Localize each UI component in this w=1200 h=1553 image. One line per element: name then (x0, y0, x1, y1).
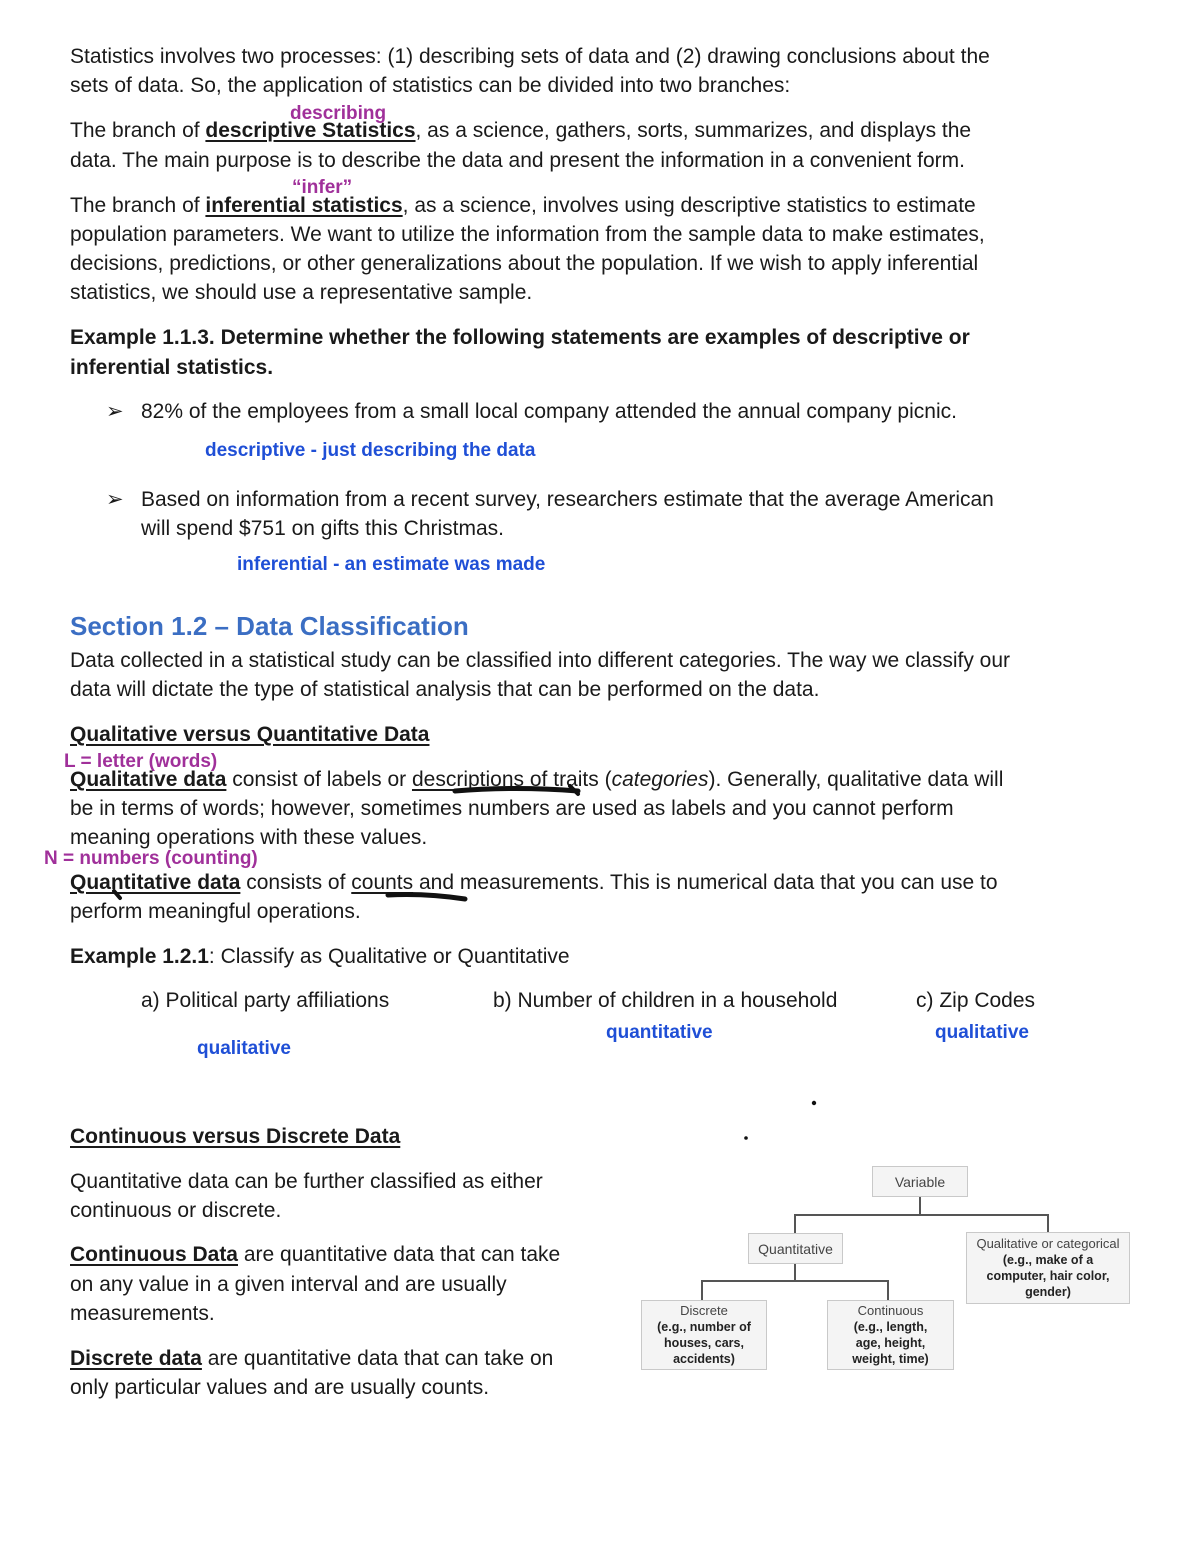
example-121-line (70, 942, 570, 971)
descriptive-line-2: data. The main purpose is to describe the data and present the information in a convenient form. (70, 149, 965, 172)
node-qualitative-title: Qualitative or categorical (976, 1236, 1120, 1251)
qualitative-text-a: consist of labels or (226, 768, 412, 791)
connector (701, 1280, 889, 1282)
qualitative-term: Qualitative data (70, 768, 227, 791)
example-113-item-1: 82% of the employees from a small local company attended the annual company picnic. (141, 400, 957, 423)
node-variable-label: Variable (894, 1173, 946, 1190)
cont-disc-intro-1: Quantitative data can be further classified as either (70, 1170, 543, 1193)
qualitative-line-3: meaning operations with these values. (70, 826, 428, 849)
node-qualitative (966, 1232, 1130, 1304)
node-discrete (641, 1300, 767, 1370)
qualitative-text-c: of traits ( (524, 768, 612, 791)
node-continuous (827, 1300, 954, 1370)
categories-word: categories (611, 768, 709, 791)
example-113-item-2-line-1: Based on information from a recent survey, researchers estimate that the average American (141, 488, 994, 511)
quantitative-term: Quantitative data (70, 871, 241, 894)
discrete-line-1 (70, 1344, 553, 1373)
node-variable (872, 1166, 968, 1197)
inferential-term: inferential statistics (205, 194, 403, 217)
connector (794, 1214, 1048, 1216)
inferential-pre: The branch of (70, 194, 206, 217)
node-discrete-sub: (e.g., number of houses, cars, accidents) (657, 1320, 751, 1366)
continuous-text-a: are quantitative data that can take (238, 1243, 561, 1266)
inferential-line-2: population parameters. We want to utilize the information from the sample data to make estimates, (70, 223, 985, 246)
example-113-line-1: Example 1.1.3. Determine whether the following statements are examples of descriptive or (70, 326, 970, 349)
node-continuous-sub: (e.g., length, age, height, weight, time) (852, 1320, 929, 1366)
qualitative-line-2: be in terms of words; however, sometimes numbers are used as labels and you cannot perform (70, 797, 954, 820)
counts-word: counts (351, 871, 414, 894)
answer-inferential: inferential - an estimate was made (237, 554, 546, 575)
cont-disc-heading: Continuous versus Discrete Data (70, 1125, 401, 1148)
intro-line-2: sets of data. So, the application of statistics can be divided into two branches: (70, 74, 791, 97)
connector (887, 1280, 889, 1300)
connector (794, 1214, 796, 1234)
node-discrete-title: Discrete (680, 1303, 728, 1318)
section-line-2: data will dictate the type of statistical analysis that can be performed on the data. (70, 678, 820, 701)
node-quantitative (748, 1233, 843, 1264)
annotation-letter: L = letter (words) (64, 751, 218, 772)
continuous-term: Continuous Data (70, 1243, 238, 1266)
continuous-line-1 (70, 1240, 560, 1269)
answer-c: qualitative (935, 1022, 1029, 1043)
descriptive-term: descriptive Statistics (205, 119, 416, 142)
example-121-label: Example 1.2.1 (70, 945, 209, 968)
inferential-line-3: decisions, predictions, or other generalizations about the population. If we wish to apply inferential (70, 252, 979, 275)
continuous-line-3: measurements. (70, 1302, 215, 1325)
qual-quant-heading: Qualitative versus Quantitative Data (70, 723, 430, 746)
connector (794, 1264, 796, 1281)
descriptive-post: , as a science, gathers, sorts, summarizes, and displays the (415, 119, 972, 142)
discrete-term: Discrete data (70, 1347, 202, 1370)
annotation-describing: describing (290, 103, 387, 124)
descriptions-word: descriptions (411, 768, 525, 791)
bullet-arrow-icon: ➢ (106, 400, 124, 423)
section-title: Section 1.2 – Data Classification (70, 611, 469, 641)
example-121-b: b) Number of children in a household (493, 989, 838, 1012)
example-113-line-2: inferential statistics. (70, 356, 274, 379)
annotation-infer: “infer” (292, 177, 353, 198)
quantitative-text-c: and measurements. This is numerical data that you can use to (413, 871, 998, 894)
inferential-post: , as a science, involves using descriptive statistics to estimate (402, 194, 976, 217)
answer-descriptive: descriptive - just describing the data (205, 440, 536, 461)
inferential-line-4: statistics, we should use a representative sample. (70, 281, 533, 304)
cont-disc-intro-2: continuous or discrete. (70, 1199, 282, 1222)
continuous-line-2: on any value in a given interval and are usually (70, 1273, 507, 1296)
discrete-text-a: are quantitative data that can take on (201, 1347, 554, 1370)
node-qualitative-sub: (e.g., make of a computer, hair color, gender) (986, 1253, 1110, 1299)
example-121-text: : Classify as Qualitative or Quantitative (208, 945, 570, 968)
node-quantitative-label: Quantitative (758, 1240, 833, 1257)
example-121-c: c) Zip Codes (916, 989, 1036, 1012)
bullet-arrow-icon: ➢ (106, 488, 124, 511)
section-line-1: Data collected in a statistical study can be classified into different categories. The way we classify our (70, 649, 1011, 672)
connector (919, 1197, 921, 1215)
qualitative-text-e: ). Generally, qualitative data will (708, 768, 1004, 791)
quantitative-text-a: consists of (240, 871, 352, 894)
example-121-a: a) Political party affiliations (141, 989, 390, 1012)
connector (701, 1280, 703, 1300)
answer-b: quantitative (606, 1022, 713, 1043)
quantitative-line-2: perform meaningful operations. (70, 900, 361, 923)
example-113-item-2-line-2: will spend $751 on gifts this Christmas. (141, 517, 504, 540)
intro-line-1: Statistics involves two processes: (1) describing sets of data and (2) drawing conclusions about the (70, 45, 990, 68)
annotation-numbers: N = numbers (counting) (44, 848, 258, 869)
node-continuous-title: Continuous (857, 1303, 924, 1318)
connector (1047, 1214, 1049, 1232)
discrete-line-2: only particular values and are usually counts. (70, 1376, 490, 1399)
descriptive-pre: The branch of (70, 119, 206, 142)
answer-a: qualitative (197, 1038, 291, 1059)
